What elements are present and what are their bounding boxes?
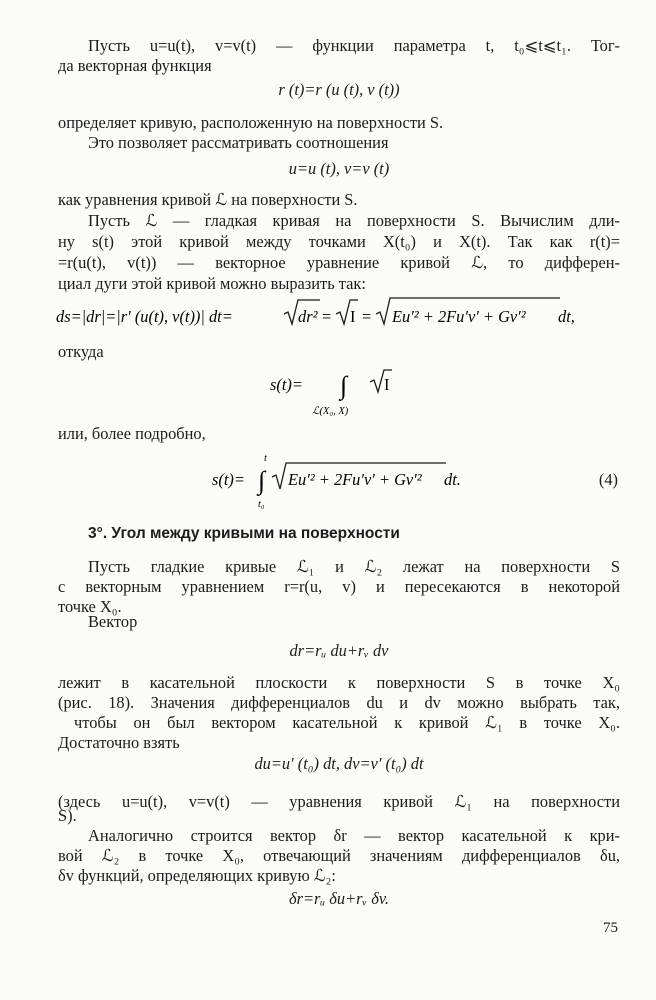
formula-dt: dt, <box>558 307 575 326</box>
equation-number: (4) <box>598 470 618 489</box>
text-line: Достаточно взять <box>58 733 180 752</box>
text-line: Пусть гладкие кривые ℒ₁ и ℒ₂ лежат на поверхности S <box>88 557 620 576</box>
text-line: как уравнения кривой ℒ на поверхности S. <box>58 190 358 209</box>
formula-s-lhs: s(t)= <box>270 375 303 394</box>
formula-delta-r: δr=rᵤ δu+rᵥ δv. <box>288 889 390 908</box>
text-line: Аналогично строится вектор δr — вектор касательной к кри- <box>88 826 620 845</box>
integral-sign: ∫ <box>258 466 266 495</box>
formula-du-dv: du=u′ (t₀) dt, dv=v′ (t₀) dt <box>254 754 424 773</box>
formula-arc-length-contour <box>260 366 460 420</box>
integral-domain: ℒ(X₀, X) <box>312 406 349 417</box>
text-line: (здесь u=u(t), v=v(t) — уравнения кривой ℒ₁ на поверхности <box>58 792 620 811</box>
text-line: точке X₀. <box>58 597 122 616</box>
text-line: S). <box>58 806 77 825</box>
equals-sign: = <box>322 307 332 326</box>
formula-dr: dr=rᵤ du+rᵥ dv <box>289 641 389 660</box>
integral-upper-limit: t <box>264 453 267 464</box>
text-line: ну s(t) этой кривой между точками X(t₀) и X(t). Так как r(t)= <box>58 232 620 251</box>
text-line: (рис. 18). Значения дифференциалов du и dv можно выбрать так, <box>58 693 620 712</box>
text-line: чтобы он был вектором касательной к кривой ℒ₁ в точке X₀. <box>74 713 620 732</box>
formula-radicand: Eu′² + 2Fu′v′ + Gv′² <box>288 470 422 489</box>
integral-lower-limit: t₀ <box>258 499 265 510</box>
text-line: =r(u(t), v(t)) — векторное уравнение кривой ℒ, то дифферен- <box>58 253 620 272</box>
formula-s-lhs: s(t)= <box>212 470 245 489</box>
text-line: с векторным уравнением r=r(u, v) и пересекаются в некоторой <box>58 577 620 596</box>
formula-ds-lhs: ds=|dr|=|r′ (u(t), v(t))| dt= <box>56 307 233 326</box>
formula-text-f5 <box>0 0 16 1</box>
section-heading: 3°. Угол между кривыми на поверхности <box>88 525 400 542</box>
text-line: Пусть u=u(t), v=v(t) — функции параметра t, t₀⩽t⩽t₁. Тог- <box>88 36 620 55</box>
page-number: 75 <box>603 920 618 936</box>
formula-I: I <box>350 307 356 326</box>
formula-uv-of-t: u=u (t), v=v (t) <box>288 159 390 178</box>
text-line: Вектор <box>88 612 138 631</box>
formula-r-of-t: r (t)=r (u (t), v (t)) <box>278 80 400 99</box>
text-line: δv функций, определяющих кривую ℒ₂: <box>58 866 336 885</box>
formula-dr2: dr² <box>298 307 318 326</box>
equals-sign: = <box>362 307 372 326</box>
formula-I: I <box>384 375 390 394</box>
formula-dt: dt. <box>444 470 461 489</box>
text-line: определяет кривую, расположенную на поверхности S. <box>58 113 444 132</box>
text-line: да векторная функция <box>58 56 212 75</box>
text-line: циал дуги этой кривой можно выразить так: <box>58 274 366 293</box>
text-line: или, более подробно, <box>58 424 206 443</box>
text-line: Пусть ℒ — гладкая кривая на поверхности S. Вычислим дли- <box>88 211 620 230</box>
text-line: лежит в касательной плоскости к поверхности S в точке X₀ <box>58 673 620 692</box>
text-line: откуда <box>58 342 104 361</box>
text-line: Это позволяет рассматривать соотношения <box>88 133 389 152</box>
text-line: вой ℒ₂ в точке X₀, отвечающий значениям дифференциалов δu, <box>58 846 620 865</box>
formula-arc-differential <box>52 292 632 334</box>
formula-radicand: Eu′² + 2Fu′v′ + Gv′² <box>392 307 526 326</box>
formula-arc-length-explicit <box>206 449 496 511</box>
integral-sign: ∫ <box>340 371 348 400</box>
